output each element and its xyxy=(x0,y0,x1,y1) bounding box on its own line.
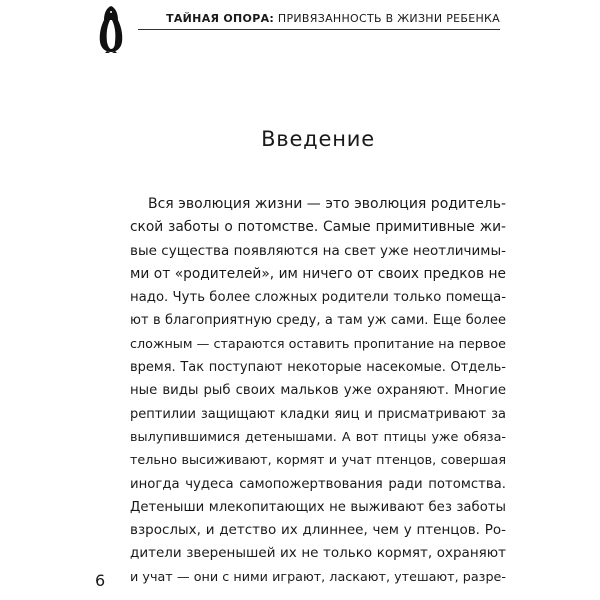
text-line: тельно высиживают, кормят и учат птенцов, совершая xyxy=(130,453,506,469)
text-line: сложным — стараются оставить пропитание на первое xyxy=(130,336,506,352)
text-line: иногда чудеса самопожертвования ради потомства. xyxy=(130,476,506,492)
running-head xyxy=(140,12,500,25)
text-line: рептилии защищают кладки яиц и присматривают за xyxy=(130,406,506,422)
running-head-series: ТАЙНАЯ ОПОРА: xyxy=(166,12,275,25)
text-line: вые существа появляются на свет уже неотличимы- xyxy=(130,242,506,259)
text-line: дители зверенышей их не только кормят, охраняют xyxy=(130,545,506,562)
text-line: ные виды рыб своих мальков уже охраняют. Многие xyxy=(130,383,506,399)
text-line: ми от «родителей», им ничего от своих предков не xyxy=(130,265,506,282)
chapter-title: Введение xyxy=(261,127,375,151)
body-text xyxy=(130,193,506,589)
header-rule xyxy=(138,29,500,30)
text-line: Вся эволюция жизни — это эволюция родитель- xyxy=(148,196,506,212)
text-line: надо. Чуть более сложных родители только помеща- xyxy=(130,290,506,306)
page-number: 6 xyxy=(95,571,106,590)
text-line: и учат — они с ними играют, ласкают, утешают, разре- xyxy=(130,569,506,585)
text-line: Детеныши млекопитающих не выживают без заботы xyxy=(130,499,506,515)
penguin-icon xyxy=(96,4,126,54)
text-line: ской заботы о потомстве. Самые примитивные жи- xyxy=(130,219,506,236)
text-line: вылупившимися детенышами. А вот птицы уже обяза- xyxy=(130,429,506,445)
running-head-subtitle: ПРИВЯЗАННОСТЬ В ЖИЗНИ РЕБЕНКА xyxy=(274,12,500,25)
text-line: ют в благоприятную среду, а там уж сами. Еще более xyxy=(130,313,506,329)
text-line: взрослых, и детство их длиннее, чем у птенцов. Ро- xyxy=(130,522,506,539)
text-line: время. Так поступают некоторые насекомые. Отдель- xyxy=(130,360,506,376)
